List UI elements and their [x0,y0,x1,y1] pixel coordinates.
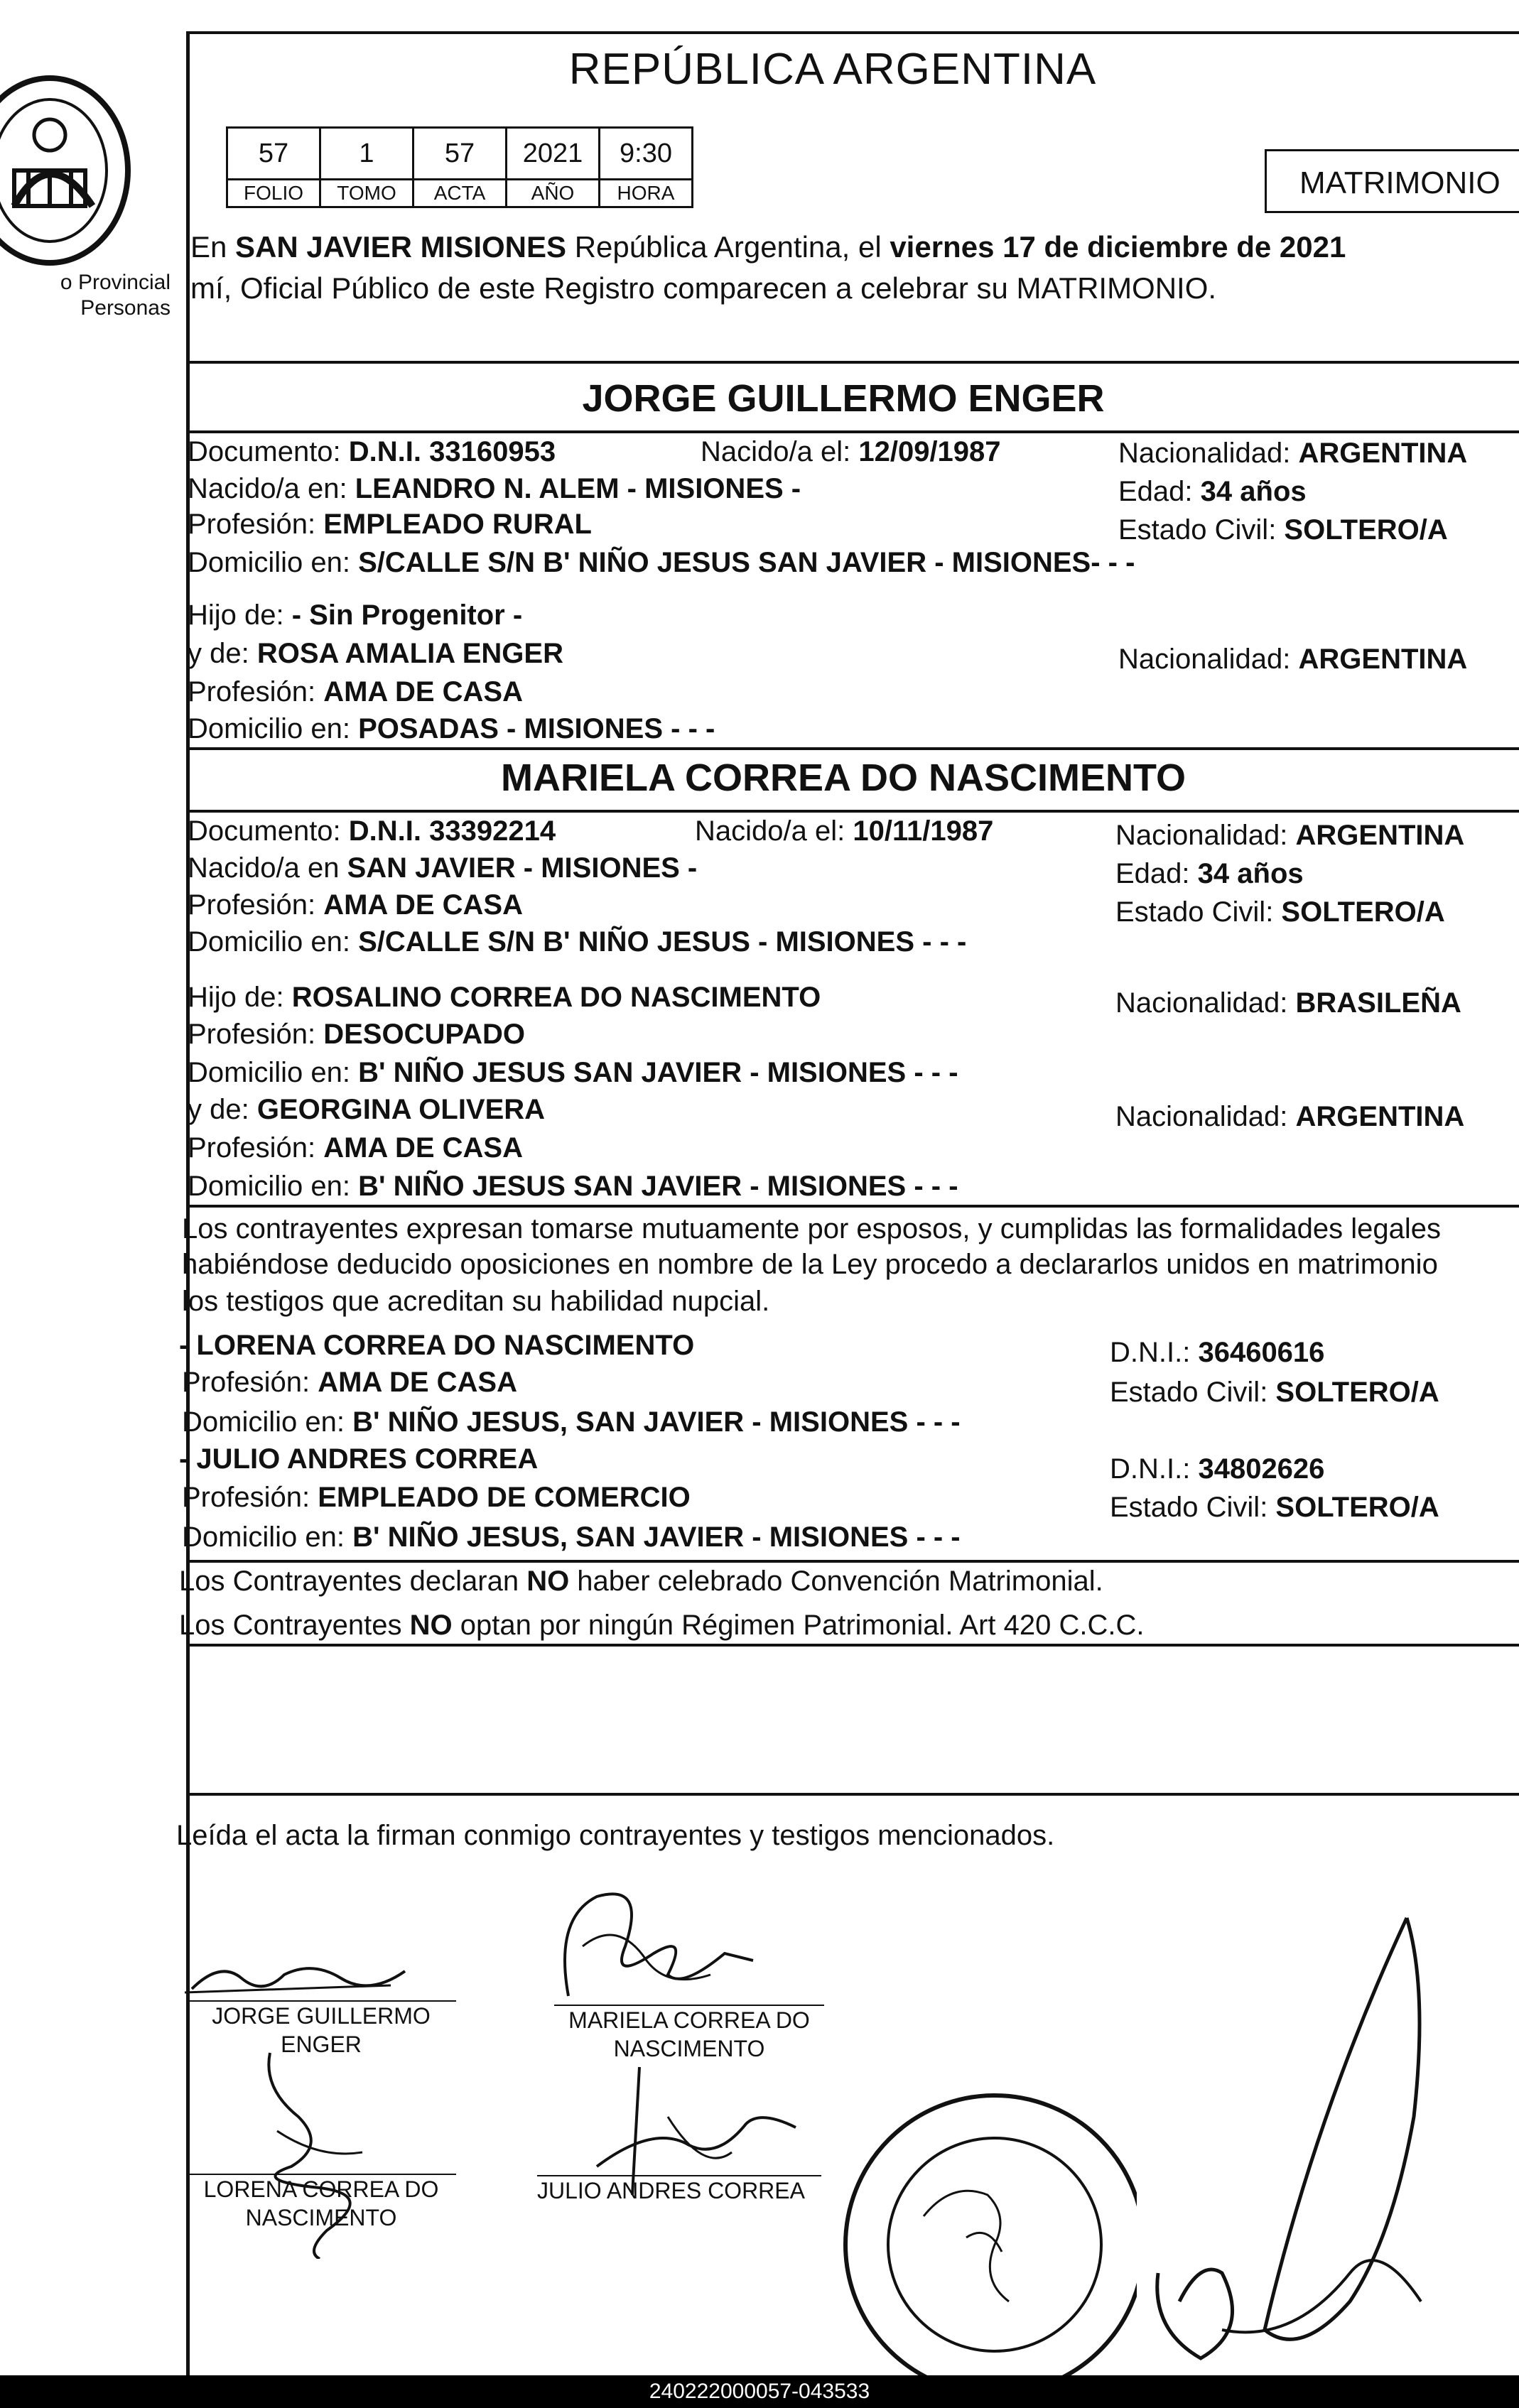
label: Profesión: [188,676,324,707]
intro-prefix: En [190,230,236,264]
label: y de: [188,1094,257,1125]
label: Profesión: [188,1132,324,1164]
label: Domicilio en: [188,547,359,578]
divider [186,1560,1519,1563]
divider [186,747,1519,750]
value: SOLTERO/A [1275,1492,1439,1523]
value: 34 años [1200,476,1307,507]
label: Nacido/a en [188,852,347,884]
document-footer-code: 240222000057-043533 [0,2375,1519,2408]
value: 34 años [1197,858,1304,889]
value: ROSALINO CORREA DO NASCIMENTO [291,982,821,1013]
intro-date: viernes 17 de diciembre de 2021 [890,230,1346,264]
witness-1-civil-status [1110,1375,1439,1409]
value: B' NIÑO JESUS, SAN JAVIER - MISIONES - - - [352,1406,961,1438]
page-title: REPÚBLICA ARGENTINA [568,45,1097,94]
witness-1-name: - LORENA CORREA DO NASCIMENTO [179,1330,695,1361]
label: Profesión: [182,1367,318,1398]
label: Nacionalidad: [1115,987,1296,1019]
label: D.N.I.: [1110,1337,1199,1368]
act-type-box: MATRIMONIO [1265,149,1519,213]
value: ARGENTINA [1298,438,1468,469]
bride-signature [540,1875,767,2010]
label: Nacionalidad: [1118,644,1299,675]
label: Estado Civil: [1115,896,1282,928]
provincial-seal-logo [0,57,156,273]
line1: JORGE GUILLERMO [212,2003,431,2029]
label: Profesión: [182,1482,318,1513]
label: Estado Civil: [1110,1377,1276,1408]
declaration-line2: habiéndose deducido oposiciones en nombre de la Ley procedo a declararlos unidos en matrimonio [182,1249,1438,1280]
groom-mother [188,636,563,671]
convention-line1 [179,1564,1103,1598]
record-numbers-table [226,126,693,208]
bride-father-address [188,1056,958,1090]
witness-2-profession [182,1480,691,1514]
hora-value: 9:30 [600,128,693,180]
signature-label-bride [540,2006,838,2063]
anio-value: 2021 [507,128,600,180]
value: AMA DE CASA [323,889,523,921]
bride-document [188,814,556,848]
registry-stamp [824,2074,1137,2375]
label: Documento: [188,436,349,467]
value: 10/11/1987 [853,815,994,847]
value: EMPLEADO DE COMERCIO [318,1482,691,1513]
value: AMA DE CASA [323,1132,523,1164]
value: ARGENTINA [1298,644,1468,675]
bride-profession [188,888,523,922]
text: haber celebrado Convención Matrimonial. [569,1566,1103,1597]
witness-2-dni [1110,1452,1324,1486]
bride-father [188,980,821,1014]
groom-profession [188,507,592,541]
folio-value: 57 [227,128,320,180]
label: Hijo de: [188,600,292,631]
label: Domicilio en: [188,926,359,958]
declaration-line1: Los contrayentes expresan tomarse mutuamente por esposos, y cumplidas las formalidades legales [182,1213,1442,1244]
value: DESOCUPADO [323,1019,525,1050]
label: Nacionalidad: [1115,1101,1296,1132]
label: Estado Civil: [1110,1492,1276,1523]
witness-2-name: - JULIO ANDRES CORREA [179,1443,539,1475]
registry-name-line1: o Provincial [60,271,171,294]
label: Nacido/a el: [701,436,859,467]
bride-birthplace [188,851,697,885]
label: Domicilio en: [182,1522,353,1553]
tomo-label: TOMO [320,180,413,207]
emphasis: NO [409,1610,453,1641]
groom-civil-status [1118,513,1448,547]
text: Los Contrayentes [179,1610,410,1641]
value: 12/09/1987 [858,436,1001,467]
signature-label-witness-1 [186,2175,456,2232]
groom-age [1118,474,1307,509]
groom-mother-nationality [1118,642,1467,676]
value: BRASILEÑA [1295,987,1461,1019]
value: ROSA AMALIA ENGER [256,638,563,669]
bride-address [188,925,966,959]
value: S/CALLE S/N B' NIÑO JESUS SAN JAVIER - MISIONES- - - [358,547,1135,578]
value: D.N.I. 33392214 [348,815,556,847]
witness-1-profession [182,1365,517,1399]
divider [186,361,1519,364]
acta-label: ACTA [413,180,507,207]
anio-label: AÑO [507,180,600,207]
divider [186,1793,1519,1796]
divider [186,430,1519,433]
label: Profesión: [188,889,324,921]
bride-mother-nationality [1115,1100,1464,1134]
groom-name: JORGE GUILLERMO ENGER [582,377,1105,420]
witness-2-civil-status [1110,1490,1439,1524]
bride-nationality [1115,818,1464,852]
text: Los Contrayentes declaran [179,1566,527,1597]
intro-place: SAN JAVIER MISIONES [235,230,567,264]
value: POSADAS - MISIONES - - - [358,713,715,744]
value: GEORGINA OLIVERA [256,1094,546,1125]
value: SAN JAVIER - MISIONES - [347,852,698,884]
label: Nacionalidad: [1118,438,1299,469]
bride-birthdate [695,814,993,848]
groom-birthplace [188,472,801,506]
groom-mother-profession [188,675,523,709]
label: Documento: [188,815,349,847]
acta-value: 57 [413,128,507,180]
witness-1-address [182,1405,961,1439]
bride-name: MARIELA CORREA DO NASCIMENTO [500,756,1186,799]
bride-father-profession [188,1017,525,1051]
label: Nacido/a el: [695,815,853,847]
bride-mother-address [188,1169,958,1203]
value: D.N.I. 33160953 [348,436,556,467]
witness-1-dni [1110,1335,1324,1370]
hora-label: HORA [600,180,693,207]
signature-label-witness-2: JULIO ANDRES CORREA [537,2178,805,2203]
value: SOLTERO/A [1275,1377,1439,1408]
value: LEANDRO N. ALEM - MISIONES - [355,473,801,504]
signatures-intro: Leída el acta la firman conmigo contrayentes y testigos mencionados. [176,1820,1055,1851]
value: EMPLEADO RURAL [323,509,592,540]
line1: LORENA CORREA DO [203,2176,439,2202]
label: Profesión: [188,509,324,540]
folio-label: FOLIO [227,180,320,207]
groom-address [188,546,1135,580]
label: Profesión: [188,1019,324,1050]
official-signature [1137,1904,1492,2372]
intro-middle: República Argentina, el [566,230,890,264]
groom-signature [178,1946,433,2003]
groom-document [188,435,556,469]
witness-2-address [182,1520,961,1554]
value: SOLTERO/A [1284,514,1448,546]
label: y de: [188,638,257,669]
value: AMA DE CASA [318,1367,517,1398]
bride-age [1115,857,1304,891]
label: Hijo de: [188,982,292,1013]
value: ARGENTINA [1295,820,1465,851]
value: ARGENTINA [1295,1101,1465,1132]
value: AMA DE CASA [323,676,523,707]
value: B' NIÑO JESUS SAN JAVIER - MISIONES - - - [358,1171,958,1202]
declaration-line3: los testigos que acreditan su habilidad nupcial. [182,1286,770,1317]
value: - Sin Progenitor - [291,600,523,631]
label: Nacionalidad: [1115,820,1296,851]
label: Estado Civil: [1118,514,1285,546]
groom-birthdate [701,435,1001,469]
groom-mother-address [188,712,715,746]
value: SOLTERO/A [1281,896,1445,928]
groom-father [188,598,522,632]
line2: NASCIMENTO [613,2036,765,2061]
label: Edad: [1118,476,1201,507]
label: Domicilio en: [188,1057,359,1088]
bride-mother-profession [188,1131,523,1165]
value: B' NIÑO JESUS SAN JAVIER - MISIONES - - - [358,1057,958,1088]
divider [186,1205,1519,1208]
value: B' NIÑO JESUS, SAN JAVIER - MISIONES - - - [352,1522,961,1553]
value: 36460616 [1198,1337,1325,1368]
line1: MARIELA CORREA DO [568,2007,810,2033]
label: D.N.I.: [1110,1453,1199,1485]
line2: NASCIMENTO [245,2205,397,2230]
registry-name-line2: Personas [80,296,171,320]
tomo-value: 1 [320,128,413,180]
convention-line2 [179,1608,1145,1642]
text: optan por ningún Régimen Patrimonial. Art 420 C.C.C. [452,1610,1145,1641]
groom-nationality [1118,436,1467,470]
label: Nacido/a en: [188,473,355,504]
value: 34802626 [1198,1453,1325,1485]
bride-father-nationality [1115,986,1461,1020]
bride-mother [188,1092,545,1127]
emphasis: NO [526,1566,570,1597]
line2: ENGER [281,2032,362,2057]
value: S/CALLE S/N B' NIÑO JESUS - MISIONES - - - [358,926,967,958]
intro-line1 [190,230,1346,264]
label: Domicilio en: [188,1171,359,1202]
registry-name [0,270,171,321]
intro-line2: mí, Oficial Público de este Registro comparecen a celebrar su MATRIMONIO. [190,271,1217,305]
divider [186,810,1519,813]
label: Domicilio en: [188,713,359,744]
label: Edad: [1115,858,1198,889]
divider [186,1644,1519,1647]
label: Domicilio en: [182,1406,353,1438]
bride-civil-status [1115,895,1445,929]
